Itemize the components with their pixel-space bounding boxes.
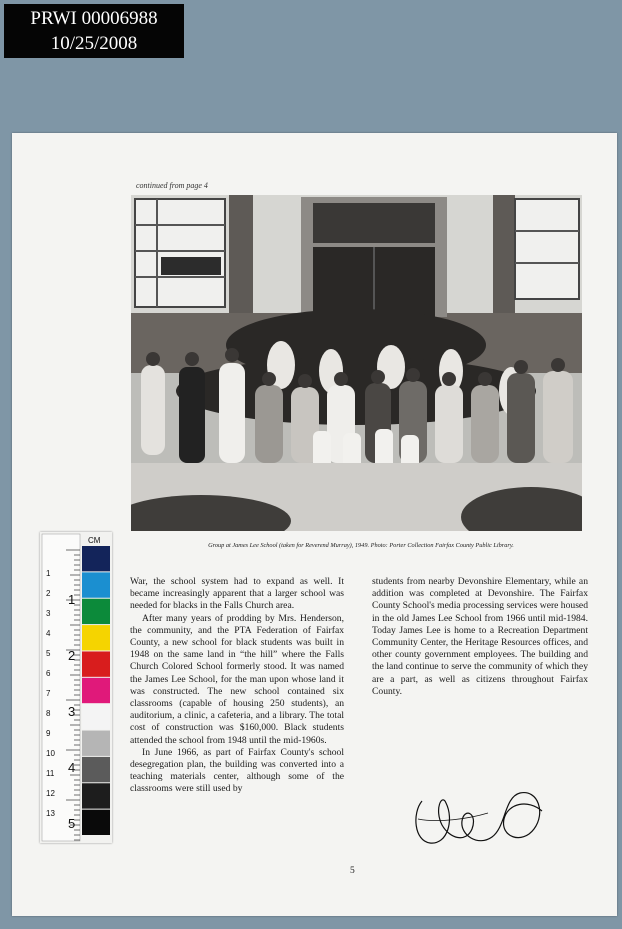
ruler-cm-label: 1: [68, 592, 76, 607]
ruler-cm-label: 5: [68, 816, 76, 831]
page-number: 5: [350, 866, 355, 876]
ruler-cm-label: 3: [68, 704, 76, 719]
color-swatch: [82, 651, 110, 676]
text-column-right: [372, 576, 588, 698]
archive-date: 10/25/2008: [50, 33, 138, 54]
text-column-left: [130, 576, 344, 796]
ruler-inch-label: 9: [46, 729, 51, 738]
ruler-inch-label: 13: [46, 809, 55, 818]
color-swatch: [82, 704, 110, 729]
paragraph: War, the school system had to expand as well. It became increasingly apparent that a larger school was needed for blacks in the Falls Church area.: [130, 576, 344, 612]
color-calibration-ruler: [40, 532, 112, 843]
ruler-inch-label: 7: [46, 689, 51, 698]
group-photograph: [131, 195, 582, 531]
color-swatch: [82, 783, 110, 808]
ruler-inch-label: 12: [46, 789, 55, 798]
ruler-cm-label: 4: [68, 760, 76, 775]
archive-id: PRWI 00006988: [30, 8, 158, 29]
ruler-inch-label: 3: [46, 609, 51, 618]
ruler-inch-label: 5: [46, 649, 51, 658]
ruler-inch-label: 8: [46, 709, 51, 718]
photo-caption: Group at James Lee School (taken for Reverend Murray), 1949. Photo: Porter Collection Fairfax County Public Library.: [208, 542, 514, 549]
color-swatch: [82, 731, 110, 756]
color-swatch: [82, 810, 110, 835]
paragraph: After many years of prodding by Mrs. Henderson, the community, and the PTA Federation of Fairfax County, a new school for black students was built in 1948 on the same land in “the hill” where the Falls Church Colored School formerly stood. It was named the James Lee School, for the man upon whose land it was constructed. The new school contained six classrooms (capable of housing 250 students), an auditorium, a clinic, a cafeteria, and a library. The total cost of construction was $160,000. Black students attended the school from 1948 until the mid-1960s.: [130, 612, 344, 746]
ruler-inch-label: 2: [46, 589, 51, 598]
ruler-unit: CM: [88, 536, 101, 545]
ruler-cm-label: 2: [68, 648, 76, 663]
paragraph: students from nearby Devonshire Elementary, while an addition was completed at Devonshire. The Fairfax County School's media processing services were housed in the old James Lee School from 1966 until mid-1984. Today James Lee is home to a Recreation Department Community Center, the Heritage Resources offices, and other county government employees. The building and the land continue to serve the community of which they are a part, as well as citizens throughout Fairfax County.: [372, 576, 588, 697]
photograph-image: [131, 195, 582, 531]
signature-flourish: [408, 763, 558, 853]
color-swatch: [82, 546, 110, 571]
color-swatch: [82, 572, 110, 597]
ruler-graphic: [40, 532, 112, 843]
continued-note: continued from page 4: [136, 181, 208, 190]
color-swatch: [82, 757, 110, 782]
ruler-inch-label: 4: [46, 629, 51, 638]
archive-label: [4, 4, 184, 58]
color-swatch: [82, 599, 110, 624]
ruler-inch-label: 11: [46, 769, 55, 778]
ruler-inch-label: 10: [46, 749, 55, 758]
ruler-inch-label: 1: [46, 569, 51, 578]
color-swatch: [82, 678, 110, 703]
paragraph: In June 1966, as part of Fairfax County's school desegregation plan, the building was converted into a teaching materials center, although some of the classrooms were still used by: [130, 746, 344, 795]
color-swatch: [82, 625, 110, 650]
ruler-inch-label: 6: [46, 669, 51, 678]
